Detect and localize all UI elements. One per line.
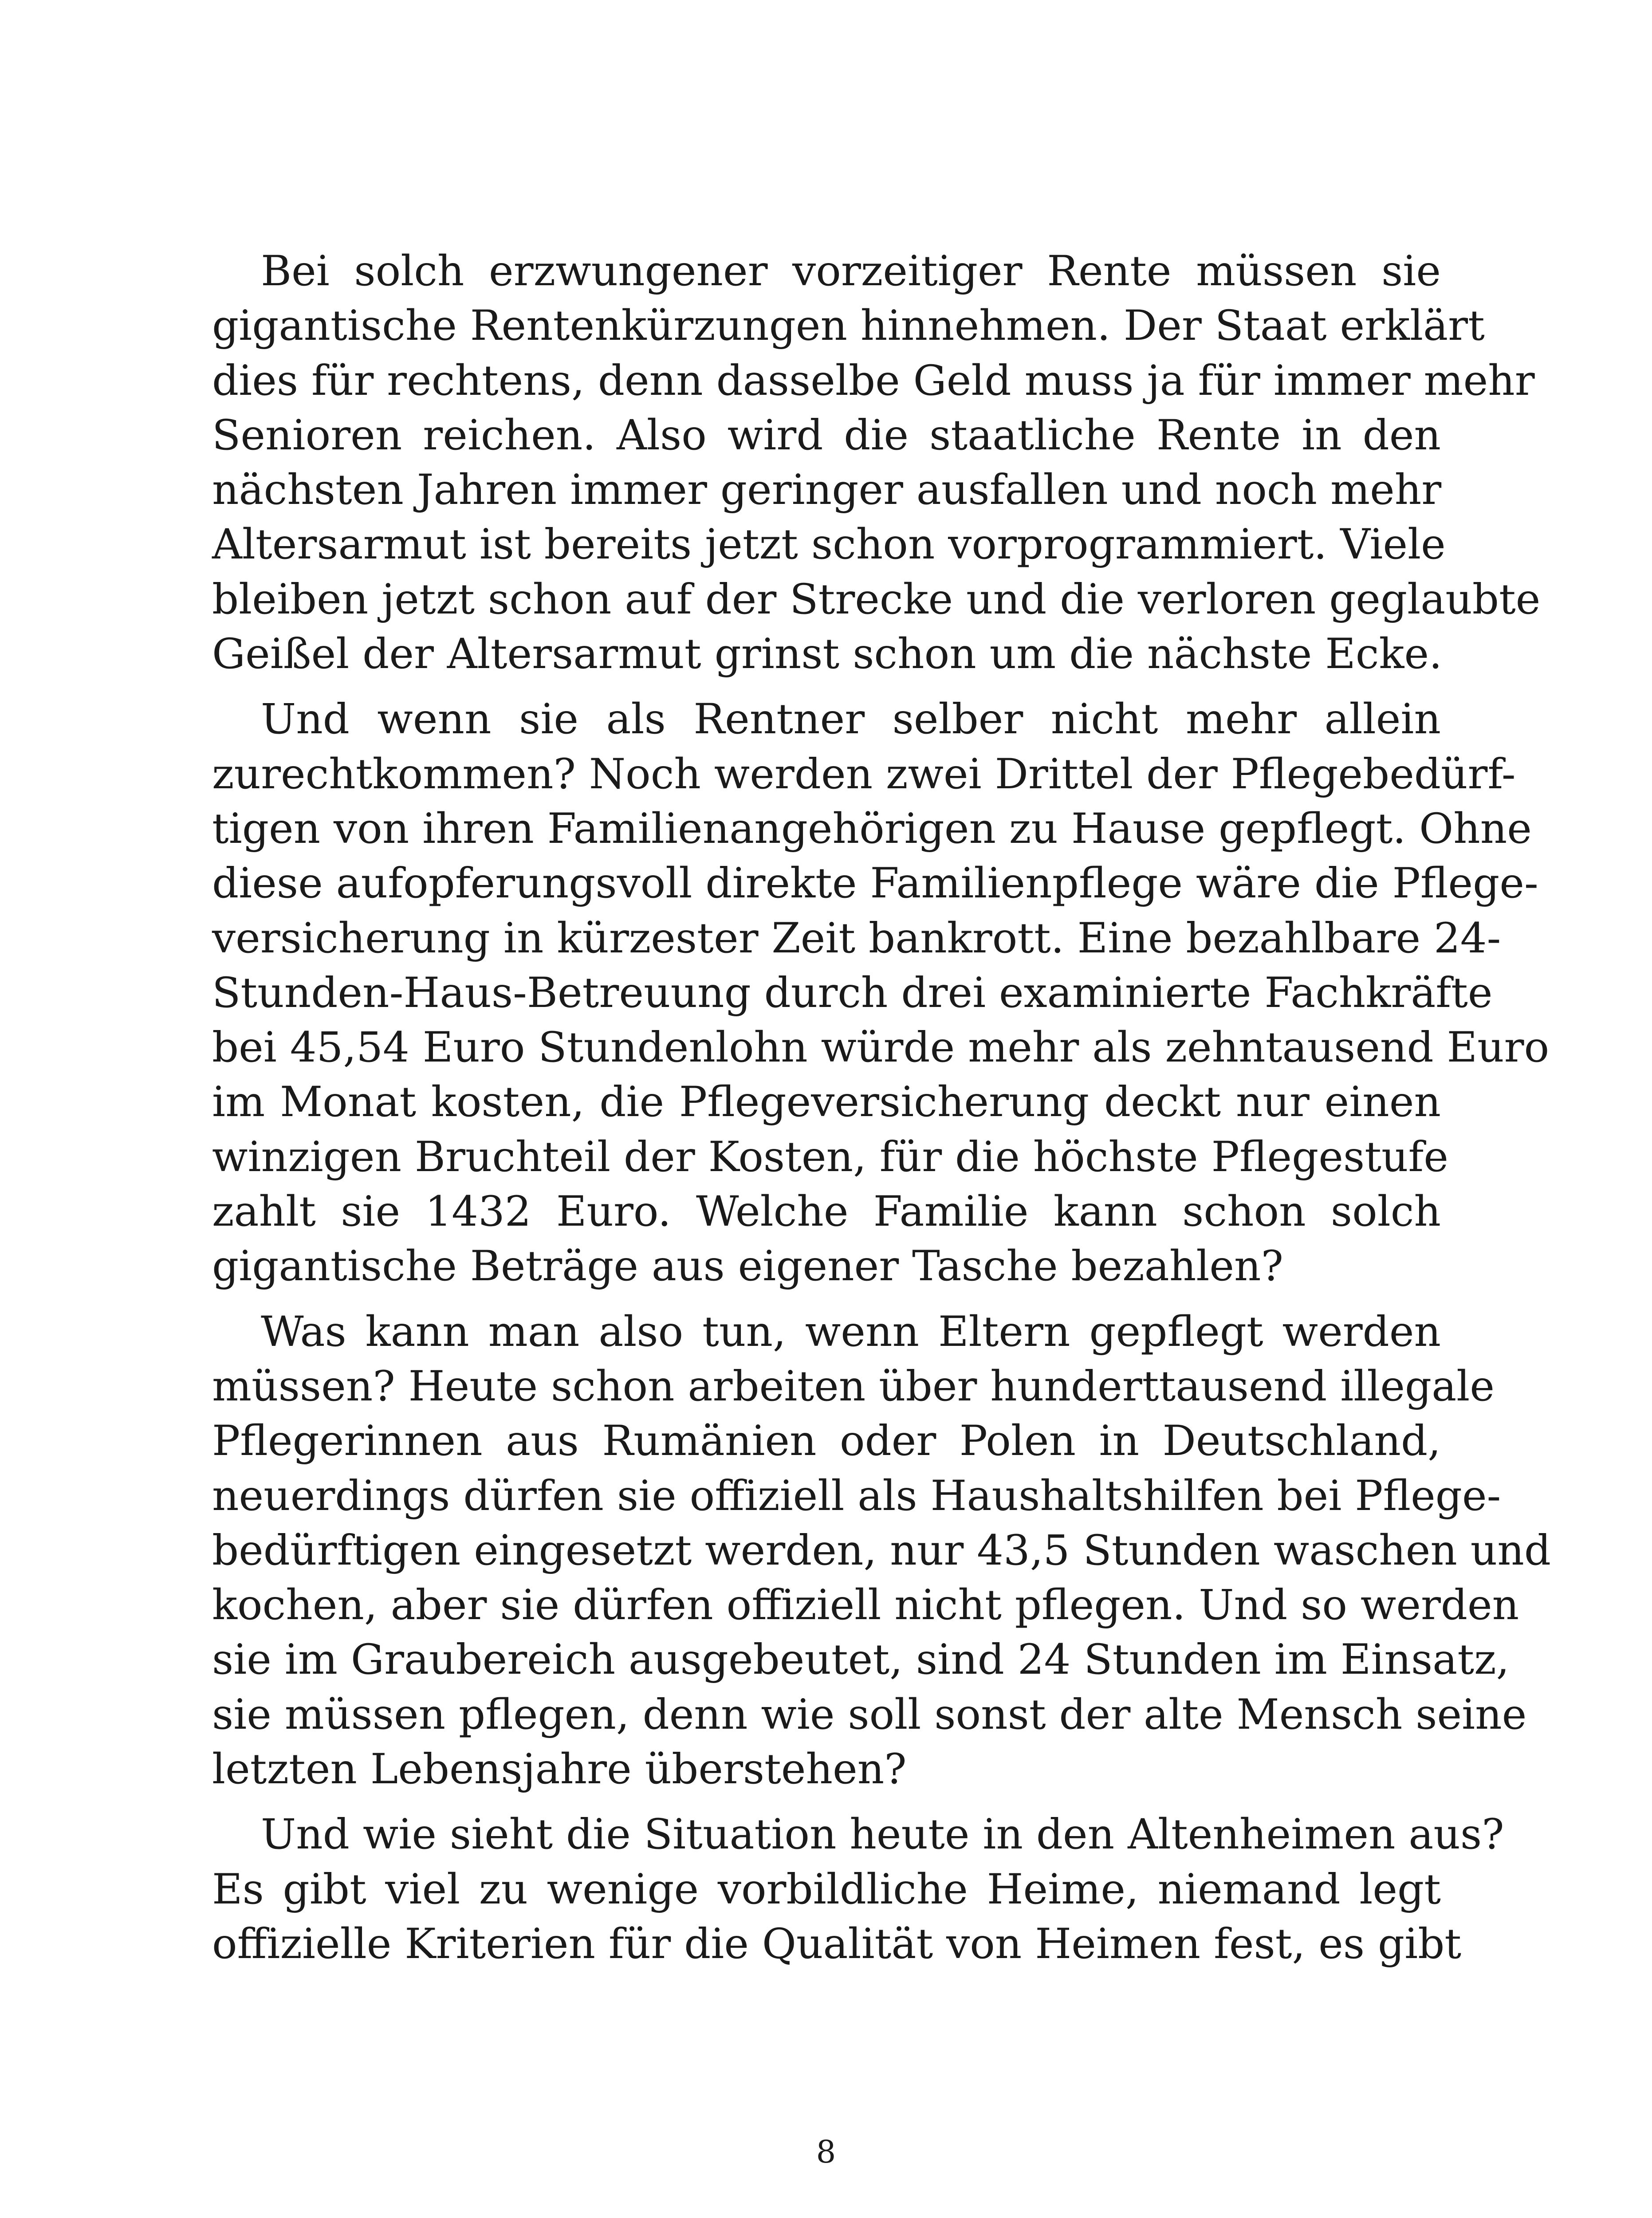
text-line: dies für rechtens, denn dasselbe Geld muss ja für immer mehr — [212, 356, 1535, 405]
text-line: Was kann man also tun, wenn Eltern gepflegt werden — [261, 1307, 1441, 1356]
paragraph-4 — [212, 1807, 1504, 1971]
body-text — [212, 244, 1551, 1982]
text-line: bedürftigen eingesetzt werden, nur 43,5 Stunden waschen und — [212, 1526, 1551, 1575]
text-line: versicherung in kürzester Zeit bankrott. Eine bezahlbare 24- — [212, 914, 1501, 963]
text-line: nächsten Jahren immer geringer ausfallen und noch mehr — [212, 466, 1442, 515]
text-line: diese aufopferungsvoll direkte Familienpflege wäre die Pflege- — [212, 859, 1538, 908]
text-line: Stunden-Haus-Betreuung durch drei examinierte Fachkräfte — [212, 968, 1493, 1017]
paragraph-1 — [212, 244, 1541, 681]
text-line: Senioren reichen. Also wird die staatliche Rente in den — [212, 411, 1441, 460]
text-line: neuerdings dürfen sie offiziell als Haushaltshilfen bei Pflege- — [212, 1471, 1501, 1520]
paragraph-2 — [212, 692, 1550, 1294]
text-line: zurechtkommen? Noch werden zwei Drittel der Pflegebedürf- — [212, 750, 1516, 798]
text-line: Geißel der Altersarmut grinst schon um die nächste Ecke. — [212, 630, 1442, 679]
text-line: zahlt sie 1432 Euro. Welche Familie kann schon solch — [212, 1188, 1441, 1236]
page-number: 8 — [816, 2134, 836, 2170]
text-line: gigantische Rentenkürzungen hinnehmen. Der Staat erklärt — [212, 302, 1485, 350]
text-line: letzten Lebensjahre überstehen? — [212, 1745, 907, 1794]
text-line: Pflegerinnen aus Rumänien oder Polen in Deutschland, — [212, 1417, 1441, 1466]
text-line: bei 45,54 Euro Stundenlohn würde mehr als zehntausend Euro — [212, 1023, 1550, 1072]
text-line: bleiben jetzt schon auf der Strecke und die verloren geglaubte — [212, 575, 1541, 624]
text-line: tigen von ihren Familienangehörigen zu Hause gepflegt. Ohne — [212, 804, 1532, 853]
text-line: winzigen Bruchteil der Kosten, für die höchste Pflegestufe — [212, 1133, 1448, 1181]
text-line: sie im Graubereich ausgebeutet, sind 24 Stunden im Einsatz, — [212, 1636, 1510, 1684]
text-line: Es gibt viel zu wenige vorbildliche Heime, niemand legt — [212, 1865, 1441, 1914]
text-line: kochen, aber sie dürfen offiziell nicht pflegen. Und so werden — [212, 1581, 1519, 1630]
text-line: sie müssen pflegen, denn wie soll sonst der alte Mensch seine — [212, 1690, 1527, 1739]
text-line: gigantische Beträge aus eigener Tasche bezahlen? — [212, 1242, 1283, 1291]
text-line: müssen? Heute schon arbeiten über hunderttausend illegale — [212, 1362, 1495, 1411]
text-line: offizielle Kriterien für die Qualität von Heimen fest, es gibt — [212, 1919, 1462, 1968]
text-line: Und wie sieht die Situation heute in den Altenheimen aus? — [261, 1810, 1504, 1859]
paragraph-3 — [212, 1305, 1551, 1797]
text-line: Altersarmut ist bereits jetzt schon vorprogrammiert. Viele — [212, 520, 1446, 569]
text-line: im Monat kosten, die Pflegeversicherung deckt nur einen — [212, 1078, 1441, 1127]
text-line: Und wenn sie als Rentner selber nicht mehr allein — [261, 695, 1441, 744]
text-line: Bei solch erzwungener vorzeitiger Rente müssen sie — [261, 247, 1441, 295]
